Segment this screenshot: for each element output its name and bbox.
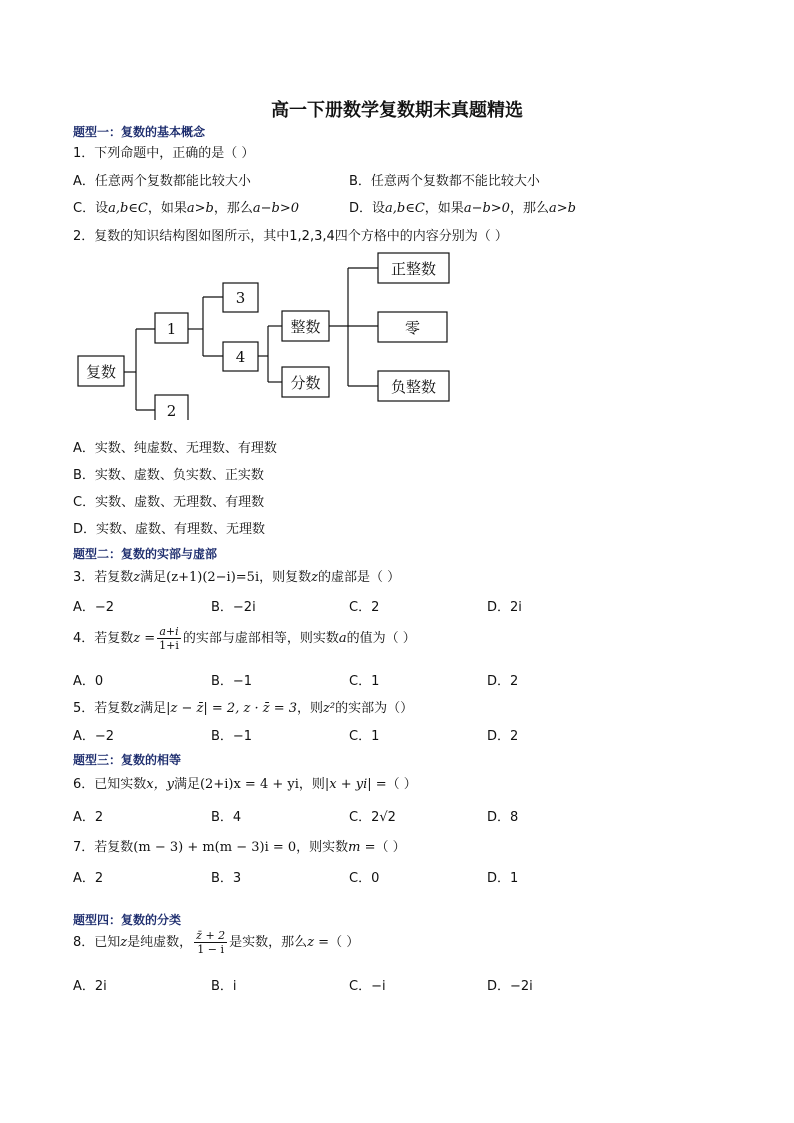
complex-number-structure-diagram xyxy=(0,0,794,420)
question-6-option-a[interactable]: A．2 xyxy=(73,810,104,825)
question-8-stem: 8．已知z是纯虚数， $\frac{z̄ + 2}{1 - i}$ 是实数，那么z =（ ） xyxy=(73,929,360,956)
question-8-option-d[interactable]: D．−2i xyxy=(487,979,533,994)
question-3-option-d[interactable]: D．2i xyxy=(487,600,522,615)
question-7-option-b[interactable]: B．3 xyxy=(211,871,242,886)
question-2-stem: 2．复数的知识结构图如图所示，其中1,2,3,4四个方格中的内容分别为（ ） xyxy=(73,229,508,244)
section-heading: 题型四：复数的分类 xyxy=(73,913,182,927)
question-6-option-b[interactable]: B．4 xyxy=(211,810,242,825)
question-1-option-b[interactable]: B．任意两个复数都不能比较大小 xyxy=(349,174,540,189)
fraction: $\frac{a+i}{1+i}$ xyxy=(159,625,179,652)
question-3-stem: 3．若复数z满足(z+1)(2−i)=5i，则复数z的虚部是（ ） xyxy=(73,570,401,585)
question-8-option-a[interactable]: A．2i xyxy=(73,979,107,994)
question-2-option-c[interactable]: C．实数、虚数、无理数、有理数 xyxy=(73,495,265,510)
question-7-stem: 7．若复数(m − 3) + m(m − 3)i = 0，则实数m =（ ） xyxy=(73,840,406,855)
question-3-option-a[interactable]: A．−2 xyxy=(73,600,115,615)
diagram-label-integer: 整数 xyxy=(290,318,321,336)
diagram-label-1: 1 xyxy=(166,320,177,338)
diagram-label-zero: 零 xyxy=(404,319,421,337)
question-2-option-a[interactable]: A．实数、纯虚数、无理数、有理数 xyxy=(73,441,277,456)
diagram-label-root: 复数 xyxy=(85,363,117,381)
question-1-option-a[interactable]: A．任意两个复数都能比较大小 xyxy=(73,174,251,189)
diagram-label-3: 3 xyxy=(235,289,246,307)
question-4-option-c[interactable]: C．1 xyxy=(349,674,380,689)
section-heading: 题型二：复数的实部与虚部 xyxy=(73,547,218,561)
question-5-option-a[interactable]: A．−2 xyxy=(73,729,115,744)
question-2-option-b[interactable]: B．实数、虚数、负实数、正实数 xyxy=(73,468,264,483)
question-1-option-c[interactable]: C．设a,b∈C，如果a>b，那么a−b>0 xyxy=(73,201,299,216)
question-8-option-b[interactable]: B．i xyxy=(211,979,237,994)
question-6-stem: 6．已知实数x，y满足(2+i)x = 4 + yi，则|x + yi| =（ ） xyxy=(73,777,417,792)
question-4-option-d[interactable]: D．2 xyxy=(487,674,519,689)
question-7-option-c[interactable]: C．0 xyxy=(349,871,380,886)
diagram-label-2: 2 xyxy=(166,402,177,420)
diagram-label-negative-integer: 负整数 xyxy=(390,378,437,396)
question-5-stem: 5．若复数z满足|z − z̄| = 2, z · z̄ = 3，则z²的实部为（） xyxy=(73,701,414,716)
diagram-label-positive-integer: 正整数 xyxy=(390,260,437,278)
question-6-option-c[interactable]: C．2√2 xyxy=(349,810,396,825)
question-1-stem: 1．下列命题中，正确的是（ ） xyxy=(73,146,255,161)
question-8-option-c[interactable]: C．−i xyxy=(349,979,386,994)
question-4-stem: 4．若复数z = $\frac{a+i}{1+i}$ 的实部与虚部相等，则实数a的值为（ ） xyxy=(73,625,416,652)
page-title: 高一下册数学复数期末真题精选 xyxy=(271,100,523,121)
question-3-option-b[interactable]: B．−2i xyxy=(211,600,256,615)
question-6-option-d[interactable]: D．8 xyxy=(487,810,519,825)
question-1-option-d[interactable]: D．设a,b∈C，如果a−b>0，那么a>b xyxy=(349,201,576,216)
section-heading: 题型三：复数的相等 xyxy=(73,753,182,767)
question-3-option-c[interactable]: C．2 xyxy=(349,600,380,615)
question-5-option-d[interactable]: D．2 xyxy=(487,729,519,744)
diagram-label-4: 4 xyxy=(235,348,246,366)
question-7-option-d[interactable]: D．1 xyxy=(487,871,519,886)
question-4-option-a[interactable]: A．0 xyxy=(73,674,104,689)
question-2-option-d[interactable]: D．实数、虚数、有理数、无理数 xyxy=(73,522,266,537)
question-5-option-b[interactable]: B．−1 xyxy=(211,729,253,744)
question-7-option-a[interactable]: A．2 xyxy=(73,871,104,886)
section-heading: 题型一：复数的基本概念 xyxy=(73,125,206,139)
question-5-option-c[interactable]: C．1 xyxy=(349,729,380,744)
diagram-label-fraction: 分数 xyxy=(290,374,321,392)
question-4-option-b[interactable]: B．−1 xyxy=(211,674,253,689)
fraction: $\frac{z̄ + 2}{1 - i}$ xyxy=(196,929,226,956)
